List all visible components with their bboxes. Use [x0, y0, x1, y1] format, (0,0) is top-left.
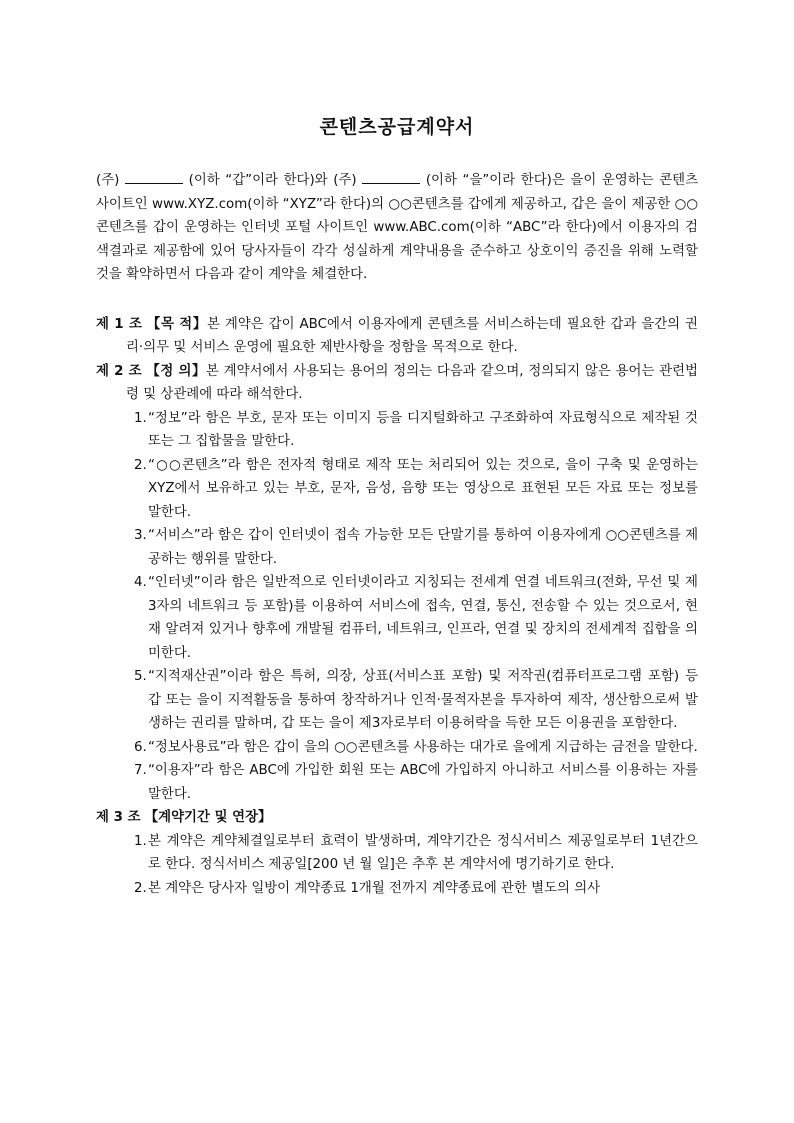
list-item — [96, 524, 698, 571]
article-3 — [96, 806, 698, 900]
party-a-blank — [125, 171, 183, 184]
article-label: 제 1 조 — [96, 316, 142, 332]
article-2 — [96, 360, 698, 807]
article-title: 【정 의】 — [146, 363, 206, 379]
list-item — [96, 407, 698, 454]
article-2-items — [96, 407, 698, 807]
intro-rest-text: (이하 “을”이라 한다)은 을이 운영하는 콘텐츠 사이트인 www.XYZ.com(이하 “XYZ”라 한다)의 ○○콘텐츠를 갑에게 제공하고, 갑은 을이 제공한 ○○콘텐츠를 갑이 운영하는 인터넷 포털 사이트인 www.ABC.com(이하 “ABC”라 한다)에서 이용자의 검색결과로 제공함에 있어 당사자들이 각각 성실하게 계약내용을 준수하고 상호이익 증진을 위해 노력할 것을 확약하면서 다음과 같이 계약을 체결한다. — [96, 173, 699, 282]
article-text: 본 계약서에서 사용되는 용어의 정의는 다음과 같으며, 정의되지 않은 용어는 관련법령 및 상관례에 따라 해석한다. — [126, 363, 698, 402]
item-number: 1. — [134, 410, 147, 426]
article-3-heading — [96, 806, 698, 830]
list-item — [96, 571, 698, 665]
item-number: 1. — [134, 833, 147, 849]
item-text: “이용자”라 함은 ABC에 가입한 회원 또는 ABC에 가입하지 아니하고 서비스를 이용하는 자를 말한다. — [148, 763, 698, 802]
item-text: “서비스”라 함은 갑이 인터넷이 접속 가능한 모든 단말기를 통하여 이용자에게 ○○콘텐츠를 제공하는 행위를 말한다. — [148, 528, 698, 567]
intro-paragraph — [96, 169, 698, 287]
list-item — [96, 830, 698, 877]
article-label: 제 2 조 — [96, 363, 142, 379]
article-title: 【목 적】 — [146, 316, 208, 332]
document-title: 콘텐츠공급계약서 — [319, 116, 475, 138]
item-text: 본 계약은 당사자 일방이 계약종료 1개월 전까지 계약종료에 관한 별도의 의사 — [148, 880, 601, 896]
item-number: 4. — [134, 575, 147, 590]
article-1-heading — [96, 313, 698, 360]
list-item — [96, 759, 698, 806]
item-text: “정보”라 함은 부호, 문자 또는 이미지 등을 디지털화하고 구조화하여 자료형식으로 제작된 것 또는 그 집합물을 말한다. — [148, 410, 698, 449]
item-text: “○○콘텐츠”라 함은 전자적 형태로 제작 또는 처리되어 있는 것으로, 을이 구축 및 운영하는 XYZ에서 보유하고 있는 부호, 문자, 음성, 음향 또는 영상으로 표현된 모든 자료 또는 정보를 말한다. — [148, 457, 698, 520]
list-item — [96, 877, 698, 901]
list-item — [96, 736, 698, 760]
article-3-items — [96, 830, 698, 901]
item-text: “인터넷”이라 함은 일반적으로 인터넷이라고 지칭되는 전세계 연결 네트워크(전화, 무선 및 제3자의 네트워크 등 포함)를 이용하여 서비스에 접속, 연결, 통신, 전송할 수 있는 것으로서, 현재 알려져 있거나 향후에 개발될 컴퓨터, 네트워크, 인프라, 연결 및 장치의 전세계적 집합을 의미한다. — [148, 575, 698, 661]
intro-party-a-prefix: (주) — [96, 173, 120, 188]
item-number: 7. — [134, 763, 147, 778]
article-label: 제 3 조 — [96, 810, 141, 825]
item-number: 2. — [134, 457, 147, 473]
list-item — [96, 665, 698, 736]
item-number: 5. — [134, 669, 147, 684]
article-2-heading — [96, 360, 698, 407]
item-number: 6. — [134, 739, 147, 755]
item-number: 2. — [134, 880, 147, 896]
item-text: “지적재산권”이라 함은 특허, 의장, 상표(서비스표 포함) 및 저작권(컴퓨터프로그램 포함) 등 갑 또는 을이 지적활동을 통하여 창작하거나 인적·물적자본을 투자하여 제작, 생산함으로써 발생하는 권리를 말하며, 갑 또는 을이 제3자로부터 이용허락을 득한 모든 이용권을 포함한다. — [148, 669, 698, 731]
item-number: 3. — [134, 528, 147, 543]
item-text: “정보사용료”라 함은 갑이 을의 ○○콘텐츠를 사용하는 대가로 을에게 지급하는 금전을 말한다. — [148, 739, 698, 755]
item-text: 본 계약은 계약체결일로부터 효력이 발생하며, 계약기간은 정식서비스 제공일로부터 1년간으로 한다. 정식서비스 제공일[200 년 월 일]은 추후 본 계약서에 명기하기로 한다. — [148, 833, 698, 872]
party-b-blank — [362, 171, 420, 184]
intro-mid-text: (이하 “갑”이라 한다)와 (주) — [188, 173, 357, 188]
list-item — [96, 454, 698, 525]
article-1 — [96, 313, 698, 360]
article-title: 【계약기간 및 연장】 — [144, 810, 272, 825]
article-text: 본 계약은 갑이 ABC에서 이용자에게 콘텐츠를 서비스하는데 필요한 갑과 을간의 권리·의무 및 서비스 운영에 필요한 제반사항을 정함을 목적으로 한다. — [126, 316, 698, 355]
